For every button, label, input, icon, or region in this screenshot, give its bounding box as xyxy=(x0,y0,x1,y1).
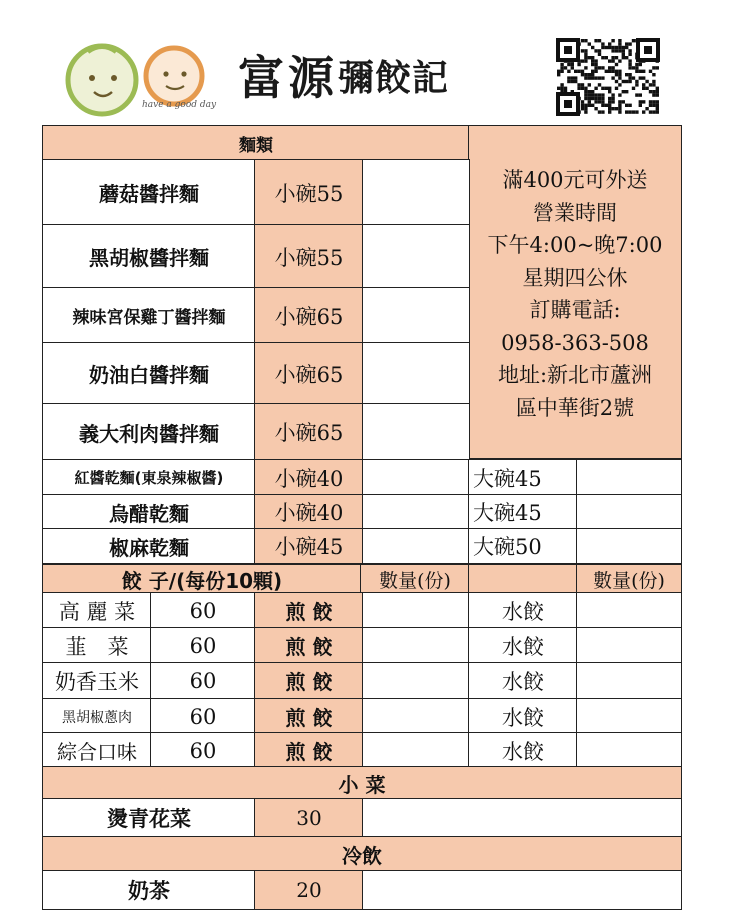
noodle-large-price: 大碗45 xyxy=(468,459,578,496)
info-line: 滿400元可外送 xyxy=(502,168,648,192)
qr-code-icon xyxy=(556,38,660,116)
drink-qty-cell xyxy=(362,870,682,910)
noodle-small-qty xyxy=(362,459,470,496)
noodle-large-price: 大碗45 xyxy=(468,494,578,530)
shop-info-panel xyxy=(468,125,682,459)
info-line: 區中華街2號 xyxy=(515,395,635,420)
noodle-small-price: 小碗40 xyxy=(254,459,364,496)
dumplings-section-title: 餃 子/(每份10顆) xyxy=(42,564,362,594)
noodle-small-price: 小碗65 xyxy=(254,403,364,461)
boiled-qty-cell xyxy=(576,698,682,735)
boiled-dumpling-label: 水餃 xyxy=(468,698,578,735)
noodle-name: 義大利肉醬拌麵 xyxy=(42,403,256,461)
noodle-small-price: 小碗40 xyxy=(254,494,364,530)
side-price: 30 xyxy=(254,798,364,838)
fried-qty-cell xyxy=(362,662,470,699)
drinks-section-title: 冷飲 xyxy=(42,836,682,872)
noodle-name: 烏醋乾麵 xyxy=(42,494,256,530)
fried-dumpling-label: 煎 餃 xyxy=(254,627,364,664)
shop-title xyxy=(238,40,449,110)
noodle-name: 辣味宮保雞丁醬拌麵 xyxy=(42,287,256,344)
noodle-small-qty xyxy=(362,159,470,226)
dumpling-name: 高 麗 菜 xyxy=(42,592,152,629)
sides-section-title: 小 菜 xyxy=(42,766,682,800)
shop-name-suffix: 彌餃記 xyxy=(338,56,450,99)
noodle-small-price: 小碗65 xyxy=(254,342,364,405)
boiled-dumpling-label: 水餃 xyxy=(468,627,578,664)
noodle-small-price: 小碗55 xyxy=(254,224,364,289)
boiled-qty-cell xyxy=(576,732,682,769)
noodle-small-qty xyxy=(362,528,470,564)
dumpling-name: 韮 菜 xyxy=(42,627,152,664)
info-line: 星期四公休 xyxy=(522,265,628,290)
side-name: 燙青花菜 xyxy=(42,798,256,838)
qty-label-boiled: 數量(份) xyxy=(576,564,682,594)
dumpling-name: 黑胡椒蔥肉 xyxy=(42,698,152,735)
fried-qty-cell xyxy=(362,592,470,629)
dumplings-header-blank xyxy=(468,564,578,594)
noodle-name: 紅醬乾麵(東泉辣椒醬) xyxy=(42,459,256,496)
noodle-large-qty xyxy=(576,494,682,530)
info-line: 0958-363-508 xyxy=(501,330,649,355)
noodle-small-qty xyxy=(362,224,470,289)
boiled-qty-cell xyxy=(576,627,682,664)
dumpling-name: 綜合口味 xyxy=(42,732,152,769)
noodle-large-qty xyxy=(576,528,682,564)
fried-dumpling-label: 煎 餃 xyxy=(254,698,364,735)
boiled-dumpling-label: 水餃 xyxy=(468,592,578,629)
dumpling-price: 60 xyxy=(150,698,256,735)
noodle-small-qty xyxy=(362,494,470,530)
noodle-small-price: 小碗45 xyxy=(254,528,364,564)
dumpling-price: 60 xyxy=(150,592,256,629)
dumpling-price: 60 xyxy=(150,662,256,699)
boiled-dumpling-label: 水餃 xyxy=(468,732,578,769)
side-qty-cell xyxy=(362,798,682,838)
noodle-name: 黑胡椒醬拌麵 xyxy=(42,224,256,289)
dumpling-name: 奶香玉米 xyxy=(42,662,152,699)
drink-name: 奶茶 xyxy=(42,870,256,910)
info-line: 地址:新北市蘆洲 xyxy=(497,363,653,387)
info-line: 下午4:00~晚7:00 xyxy=(487,233,663,257)
qty-label-fried: 數量(份) xyxy=(360,564,470,594)
noodle-name: 蘑菇醬拌麵 xyxy=(42,159,256,226)
fried-qty-cell xyxy=(362,732,470,769)
fried-dumpling-label: 煎 餃 xyxy=(254,592,364,629)
logo-tagline: have a good day xyxy=(142,100,217,110)
dumpling-price: 60 xyxy=(150,732,256,769)
noodle-name: 奶油白醬拌麵 xyxy=(42,342,256,405)
noodle-name: 椒麻乾麵 xyxy=(42,528,256,564)
noodle-small-qty xyxy=(362,342,470,405)
boiled-qty-cell xyxy=(576,592,682,629)
info-line: 訂購電話: xyxy=(529,298,621,322)
shop-name: 富源 xyxy=(238,51,338,105)
dumpling-price: 60 xyxy=(150,627,256,664)
noodle-small-price: 小碗55 xyxy=(254,159,364,226)
fried-qty-cell xyxy=(362,627,470,664)
fried-qty-cell xyxy=(362,698,470,735)
fried-dumpling-label: 煎 餃 xyxy=(254,662,364,699)
noodle-small-qty xyxy=(362,287,470,344)
info-line: 營業時間 xyxy=(533,200,617,225)
drink-price: 20 xyxy=(254,870,364,910)
boiled-dumpling-label: 水餃 xyxy=(468,662,578,699)
noodle-small-price: 小碗65 xyxy=(254,287,364,344)
noodle-large-qty xyxy=(576,459,682,496)
noodles-section-title: 麵類 xyxy=(42,125,470,161)
boiled-qty-cell xyxy=(576,662,682,699)
noodle-small-qty xyxy=(362,403,470,461)
noodle-large-price: 大碗50 xyxy=(468,528,578,564)
fried-dumpling-label: 煎 餃 xyxy=(254,732,364,769)
